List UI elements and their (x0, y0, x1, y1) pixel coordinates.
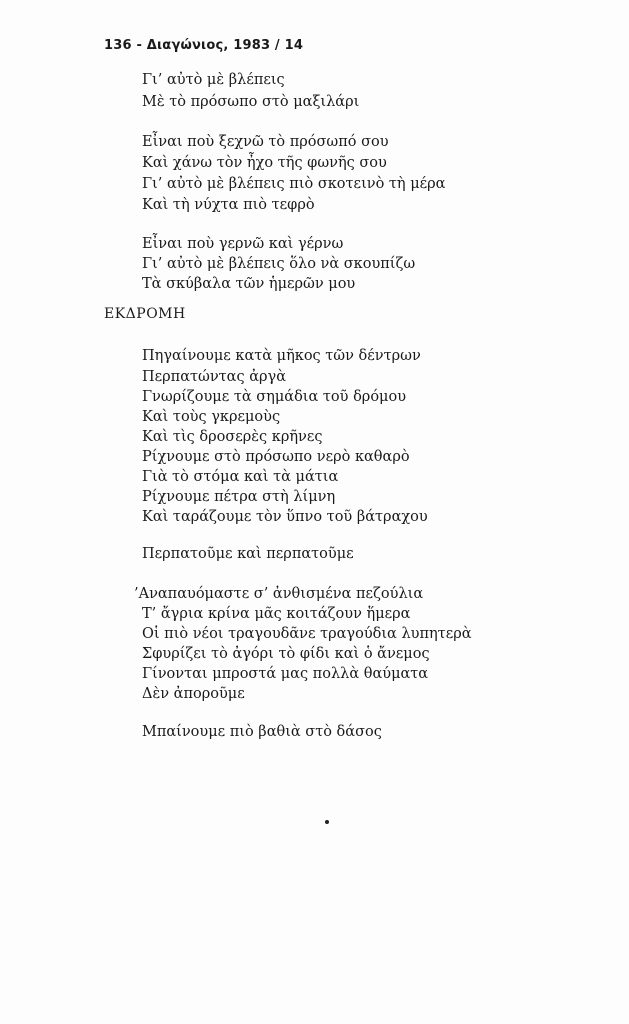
poem-line: Μὲ τὸ πρόσωπο στὸ μαξιλάρι (142, 94, 360, 110)
poem-line: Περπατοῦμε καὶ περπατοῦμε (142, 546, 354, 562)
poem-line: Γι’ αὐτὸ μὲ βλέπεις (142, 72, 285, 88)
poem-line: Περπατώντας ἀργὰ (142, 369, 286, 385)
poem-line: Πηγαίνουμε κατὰ μῆκος τῶν δέντρων (142, 348, 421, 364)
poem-line: Καὶ χάνω τὸν ἦχο τῆς φωνῆς σου (142, 155, 387, 171)
poem-line: Τὰ σκύβαλα τῶν ἡμερῶν μου (142, 276, 356, 292)
poem-line: ’Αναπαυόμαστε σ’ ἀνθισμένα πεζούλια (134, 586, 424, 602)
poem-line: Μπαίνουμε πιὸ βαθιὰ στὸ δάσος (142, 724, 382, 740)
poem-line: Καὶ τὴ νύχτα πιὸ τεφρὸ (142, 197, 315, 213)
poem-line: Καὶ ταράζουμε τὸν ὕπνο τοῦ βάτραχου (142, 509, 428, 525)
poem-line: Δὲν ἀποροῦμε (142, 686, 245, 702)
poem-line: Εἶναι ποὺ ξεχνῶ τὸ πρόσωπό σου (142, 134, 389, 150)
poem-line: Σφυρίζει τὸ ἀγόρι τὸ φίδι καὶ ὁ ἄνεμος (142, 646, 430, 662)
poem-line: Εἶναι ποὺ γερνῶ καὶ γέρνω (142, 236, 344, 252)
poem-line: Ρίχνουμε στὸ πρόσωπο νερὸ καθαρὸ (142, 449, 410, 465)
page-header: 136 - Διαγώνιος, 1983 / 14 (104, 38, 304, 53)
poem-line: Γι’ αὐτὸ μὲ βλέπεις ὅλο νὰ σκουπίζω (142, 256, 416, 272)
poem-line: Ρίχνουμε πέτρα στὴ λίμνη (142, 489, 336, 505)
poem-line: Γι’ αὐτὸ μὲ βλέπεις πιὸ σκοτεινὸ τὴ μέρα (142, 176, 446, 192)
poem-line: Τ’ ἄγρια κρίνα μᾶς κοιτάζουν ἥμερα (142, 606, 411, 622)
poem-line: Γνωρίζουμε τὰ σημάδια τοῦ δρόμου (142, 389, 407, 405)
speck-mark (325, 820, 329, 824)
poem-line: Καὶ τὶς δροσερὲς κρῆνες (142, 429, 323, 445)
poem-line: Οἱ πιὸ νέοι τραγουδᾶνε τραγούδια λυπητερὰ (142, 626, 472, 642)
poem-line: Γιὰ τὸ στόμα καὶ τὰ μάτια (142, 469, 339, 485)
poem-line: Καὶ τοὺς γκρεμοὺς (142, 409, 281, 425)
poem-title: ΕΚΔΡΟΜΗ (104, 306, 186, 322)
poem-line: Γίνονται μπροστά μας πολλὰ θαύματα (142, 666, 429, 682)
